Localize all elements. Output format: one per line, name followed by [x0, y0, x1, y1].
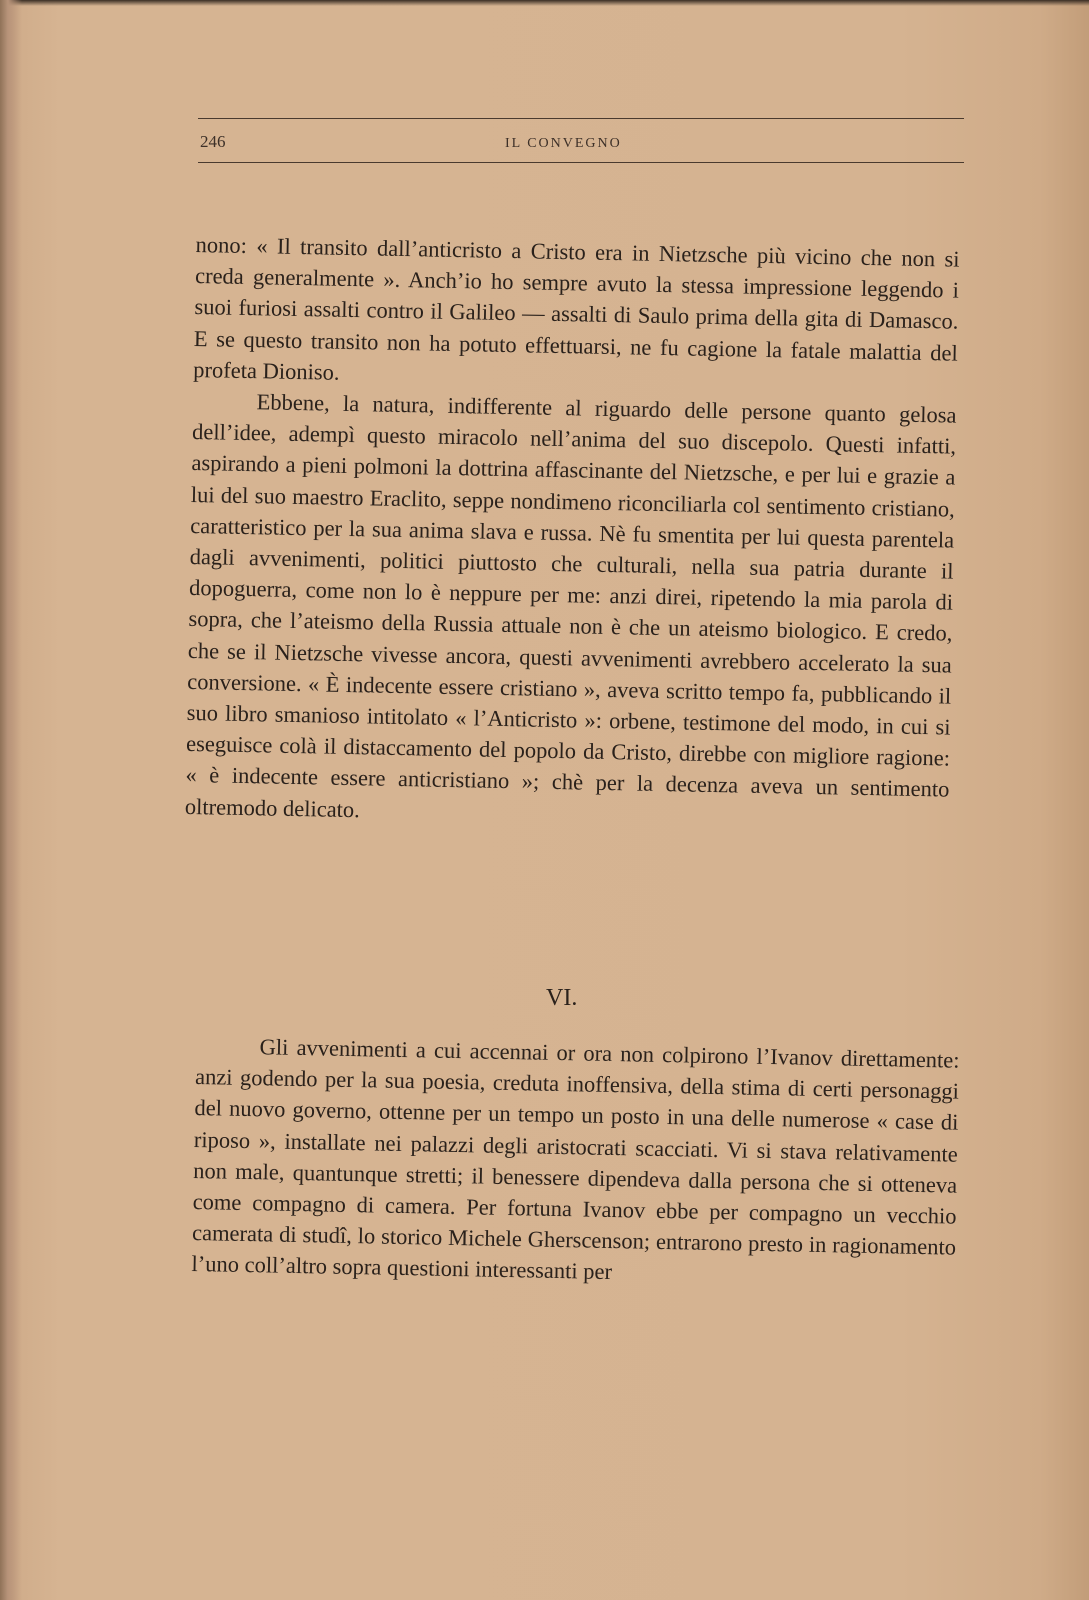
page-number: 246: [200, 132, 226, 151]
body-text-block: [185, 229, 960, 836]
page-top-edge: [0, 0, 1089, 6]
page-binding-shadow: [0, 0, 22, 1600]
paragraph: Gli avvenimenti a cui accennai or ora non colpirono l’Ivanov direttamente: anzi godendo per la sua poesia, creduta inoffensiva, della stima di certi personaggi del nuovo governo, ottenne per un tempo un posto in una delle numerose « case di riposo », installate nei palazzi degli aristocrati scacciati. Vi si stava relativamente non male, quantunque stretti; il benessere dipendeva dalla persona che si otteneva come compagno di camera. Per fortuna Ivanov ebbe per compagno un vecchio camerata di studî, lo storico Michele Gherscenson; entrarono presto in ragionamento l’uno coll’altro sopra questioni interessanti per: [191, 1034, 960, 1285]
paragraph: Ebbene, la natura, indifferente al riguardo delle persone quanto gelosa dell’idee, adempì questo miracolo nell’anima del suo discepolo. Questi infatti, aspirando a pieni polmoni la dottrina affascinante del Nietzsche, e per lui e grazie a lui del suo maestro Eraclito, seppe nondimeno riconciliarla col sentimento cristiano, caratteristico per la sua anima slava e russa. Nè fu smentita per lui questa parentela dagli avvenimenti, politici piuttosto che culturali, nella sua patria durante il dopoguerra, come non lo è neppure per me: anzi direi, ripetendo la mia parola di sopra, che l’ateismo della Russia attuale non è che un ateismo biologico. E credo, che se il Nietzsche vivesse ancora, questi avvenimenti avrebbero accelerato la sua conversione. « È indecente essere cristiano », aveva scritto tempo fa, pubblicando il suo libro smanioso intitolato « l’Anticristo »: orbene, testimone del modo, in cui si eseguisce colà il distaccamento del popolo da Cristo, direbbe con migliore ragione: « è indecente essere anticristiano »; chè per la decenza aveva un sentimento oltremodo delicato.: [184, 389, 957, 822]
paragraph: nono: « Il transito dall’anticristo a Cristo era in Nietzsche più vicino che non si creda generalmente ». Anch’io ho sempre avuto la stessa impressione leggendo i suoi furiosi assalti contro il Galileo — assalti di Saulo prima della gita di Damasco. E se questo transito non ha potuto effettuarsi, ne fu cagione la fatale malattia del profeta Dioniso.: [193, 231, 960, 385]
running-head: IL CONVEGNO: [505, 136, 622, 151]
section-heading: VI.: [546, 985, 578, 1011]
header-rule-top: [198, 118, 964, 119]
header-rule-bottom: [198, 162, 964, 163]
body-text-block: [191, 1030, 960, 1294]
